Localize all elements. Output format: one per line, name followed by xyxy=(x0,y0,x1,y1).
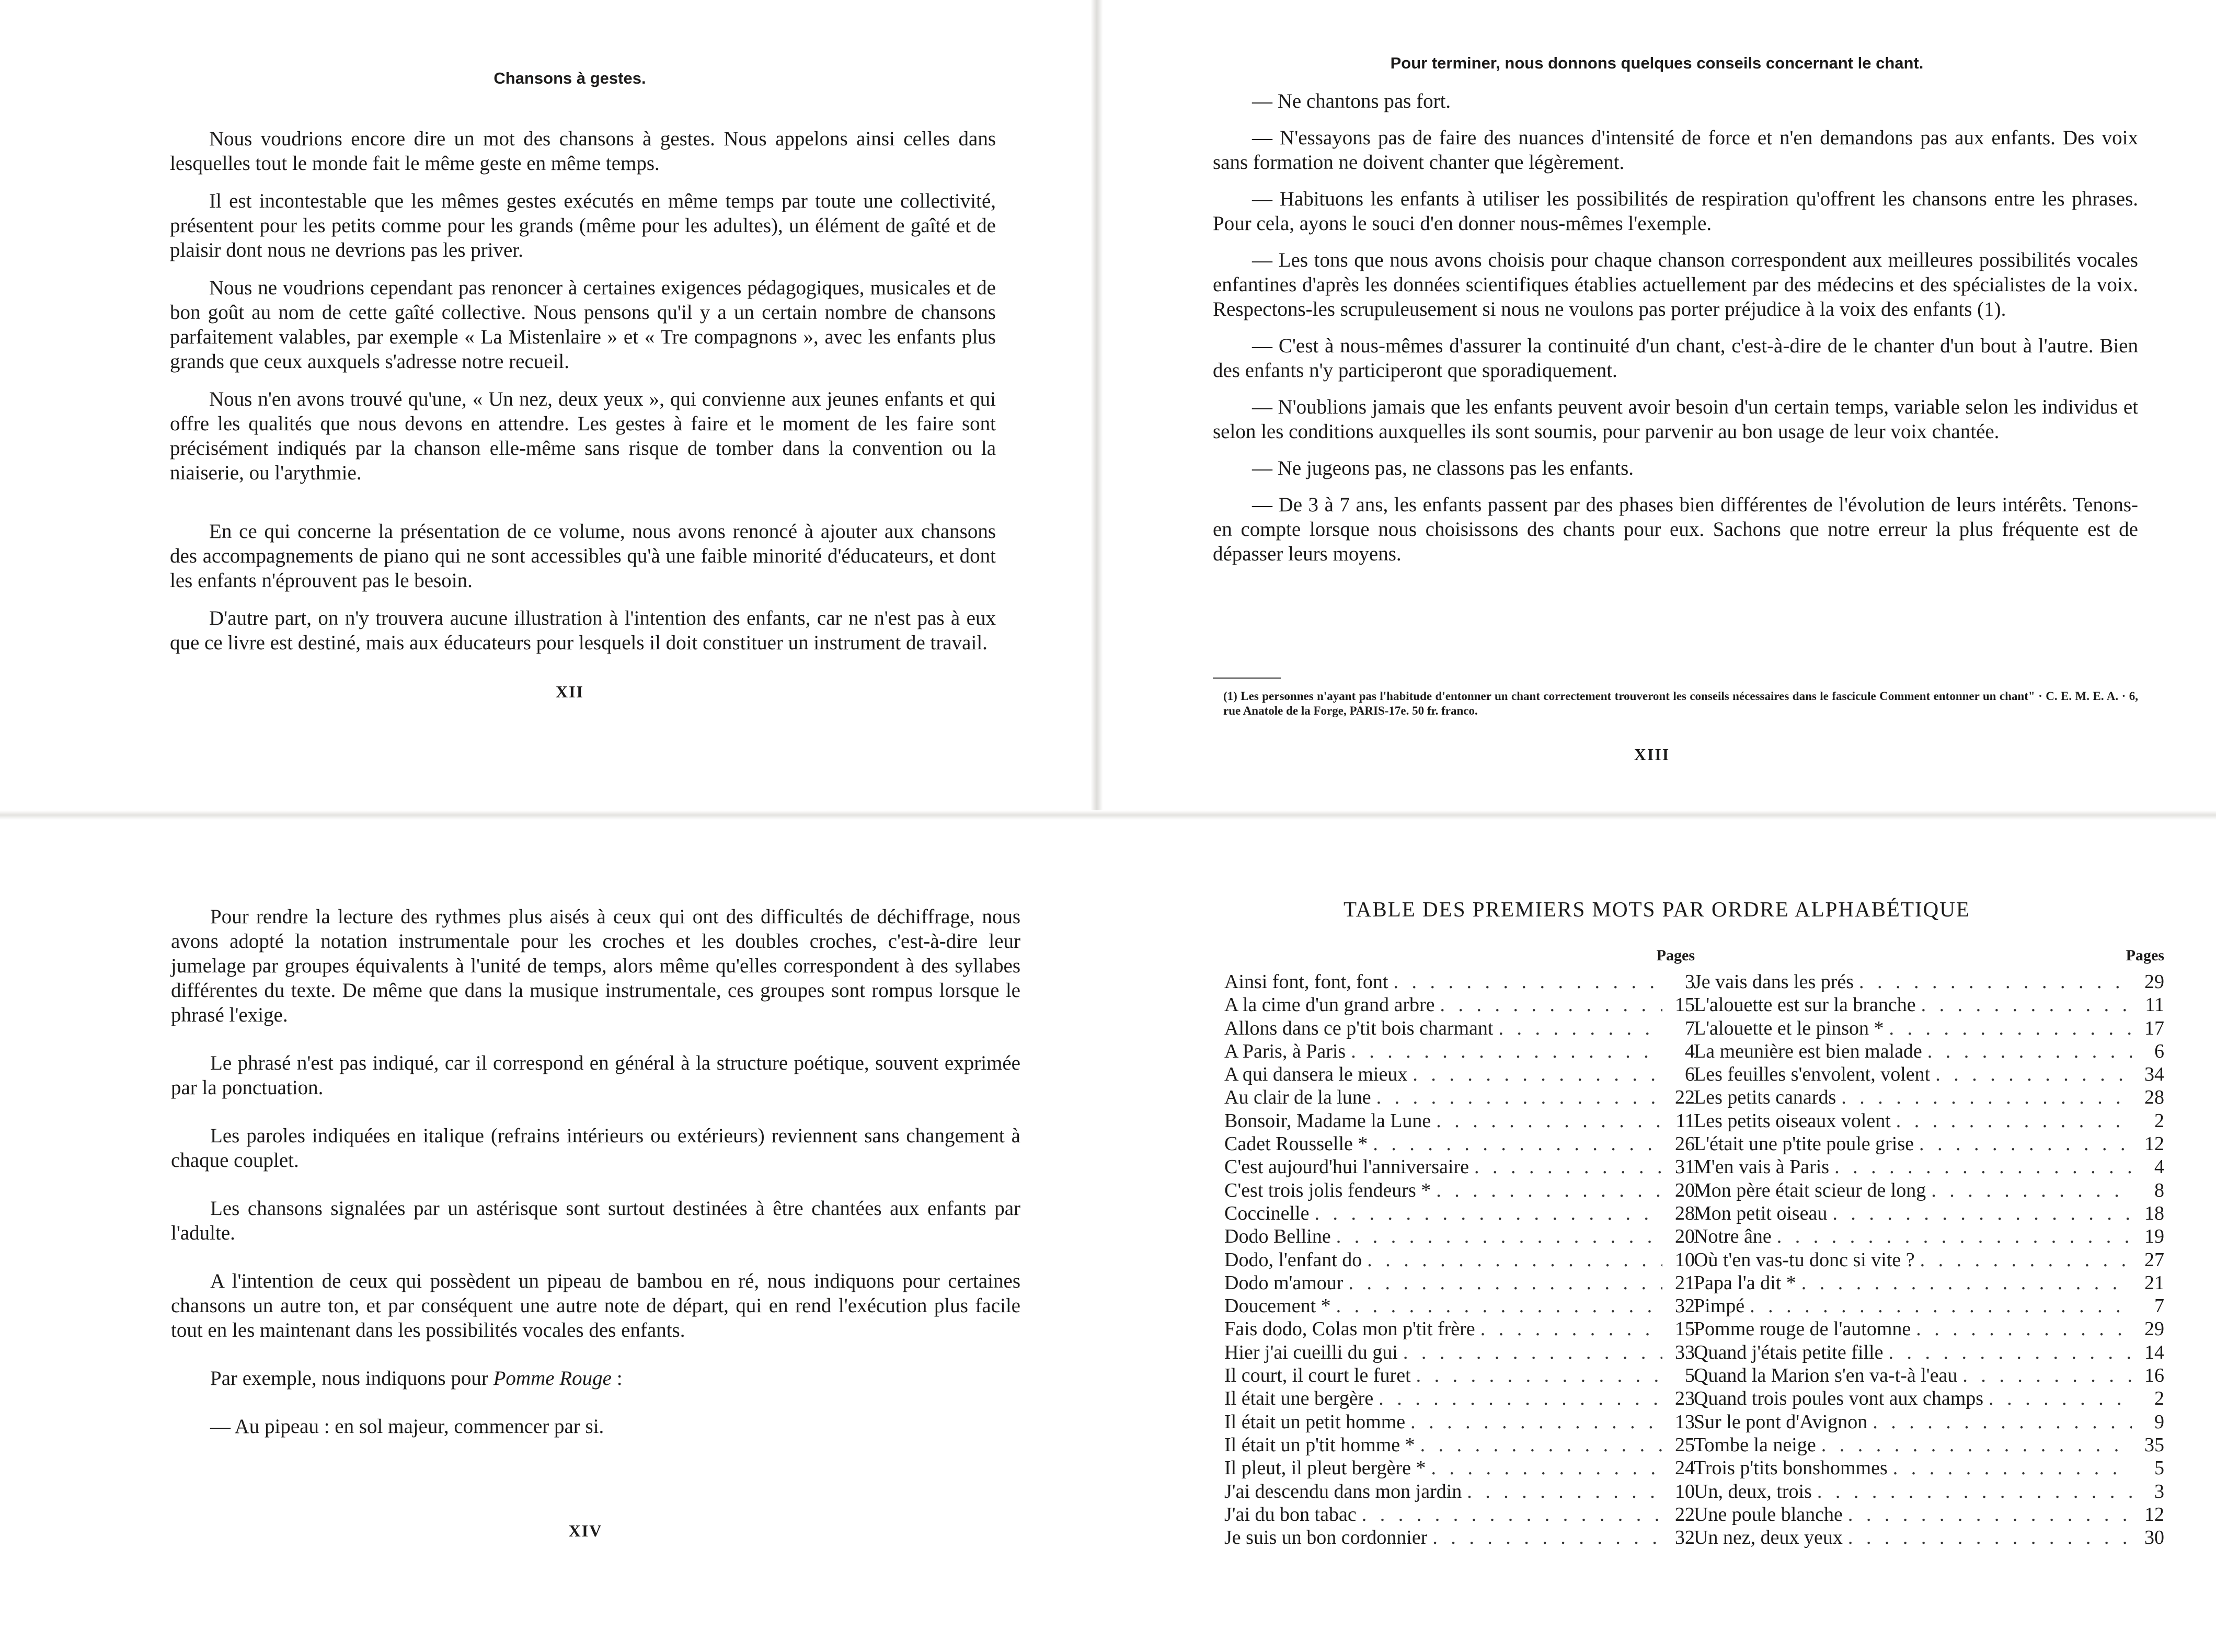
toc-entry xyxy=(1694,1433,2164,1456)
leader-dots xyxy=(1420,1433,1662,1456)
toc-entry-page: 15 xyxy=(1675,1318,1695,1340)
toc-entry-title: Mon petit oiseau xyxy=(1694,1202,1828,1224)
toc-entry-title: Cadet Rousselle * xyxy=(1224,1133,1368,1155)
leader-dots xyxy=(1336,1225,1662,1248)
paragraph: Le phrasé n'est pas indiqué, car il correspond en général à la structure poétique, souvent exprimée par la ponctuation. xyxy=(171,1052,1020,1099)
leader-dots xyxy=(1436,1179,1662,1202)
leader-dots xyxy=(1777,1225,2132,1248)
leader-dots xyxy=(1336,1294,1662,1317)
leader-dots xyxy=(1801,1271,2132,1294)
advice-item: — N'oublions jamais que les enfants peuvent avoir besoin d'un certain temps, variable selon les individus et selon les conditions auxquelles ils sont soumis, pour parvenir au bon usage de leur voix chantée. xyxy=(1213,396,2138,443)
toc-entry-page: 34 xyxy=(2144,1063,2164,1086)
toc-entry-title: Notre âne xyxy=(1694,1225,1772,1248)
toc-entry-page: 7 xyxy=(1685,1017,1695,1039)
toc-entry-title: Au clair de la lune xyxy=(1224,1086,1371,1109)
leader-dots xyxy=(1848,1503,2132,1526)
leader-dots xyxy=(1896,1109,2132,1132)
leader-dots xyxy=(1348,1271,1662,1294)
example-colon: : xyxy=(611,1367,623,1390)
toc-entry-title: Hier j'ai cueilli du gui xyxy=(1224,1341,1398,1363)
toc-entry xyxy=(1694,1503,2164,1526)
toc-entry-title: Les petits oiseaux volent xyxy=(1694,1109,1891,1132)
leader-dots xyxy=(1893,1456,2132,1479)
toc-entry xyxy=(1224,1225,1695,1248)
toc-entry xyxy=(1694,1480,2164,1503)
leader-dots xyxy=(1927,1040,2132,1063)
toc-entry-title: A la cime d'un grand arbre xyxy=(1224,994,1435,1016)
footnote: (1) Les personnes n'ayant pas l'habitude d'entonner un chant correctement trouveront les conseils nécessaires dans le fascicule Comment entonner un chant" · C. E. M. E. A. · 6, rue Anatole de la Forge, PARIS-17e. 50 fr. franco. xyxy=(1223,690,2138,717)
toc-entry-page: 21 xyxy=(2144,1271,2164,1294)
toc-entry xyxy=(1224,1341,1695,1364)
leader-dots xyxy=(1916,1317,2132,1340)
toc-entry xyxy=(1224,1456,1695,1479)
leader-dots xyxy=(1432,1526,1662,1549)
toc-entry-title: La meunière est bien malade xyxy=(1694,1040,1922,1062)
toc-entry xyxy=(1224,1387,1695,1410)
toc-entry-page: 27 xyxy=(2144,1248,2164,1271)
toc-entry xyxy=(1694,1225,2164,1248)
toc-entry-page: 14 xyxy=(2144,1341,2164,1363)
paragraph: Les paroles indiquées en italique (refrains intérieurs ou extérieurs) reviennent sans changement à chaque couplet. xyxy=(171,1125,1020,1172)
advice-item: — Ne chantons pas fort. xyxy=(1252,90,1451,112)
toc-entry xyxy=(1694,1086,2164,1109)
leader-dots xyxy=(1821,1433,2132,1456)
toc-entry-title: L'alouette et le pinson * xyxy=(1694,1017,1884,1039)
leader-dots xyxy=(1873,1410,2132,1433)
leader-dots xyxy=(1832,1202,2132,1225)
leader-dots xyxy=(1962,1364,2132,1387)
toc-entry xyxy=(1694,1017,2164,1040)
toc-entry xyxy=(1694,1456,2164,1479)
leader-dots xyxy=(1480,1317,1662,1340)
toc-entry-title: Coccinelle xyxy=(1224,1202,1310,1224)
toc-entry-page: 2 xyxy=(2154,1387,2164,1410)
toc-entry-title: Papa l'a dit * xyxy=(1694,1271,1796,1294)
toc-entry-page: 20 xyxy=(1675,1225,1695,1248)
page-heading: Chansons à gestes. xyxy=(493,69,646,87)
toc-entry-title: Quand trois poules vont aux champs xyxy=(1694,1387,1984,1410)
toc-entry-page: 28 xyxy=(2144,1086,2164,1109)
toc-entry-title: Une poule blanche xyxy=(1694,1503,1843,1525)
toc-entry xyxy=(1694,1248,2164,1271)
toc-entry xyxy=(1224,993,1695,1016)
advice-item: — Habituons les enfants à utiliser les possibilités de respiration qu'offrent les chansons entre les phrases. Pour cela, ayons le souci d'en donner nous-mêmes l'exemple. xyxy=(1213,188,2138,235)
toc-entry-title: Il était une bergère xyxy=(1224,1387,1374,1410)
toc-entry-page: 25 xyxy=(1675,1433,1695,1456)
leader-dots xyxy=(1416,1364,1662,1387)
toc-entry-page: 29 xyxy=(2144,1318,2164,1340)
toc-entry-page: 22 xyxy=(1675,1086,1695,1109)
toc-entry-title: Je vais dans les prés xyxy=(1694,971,1854,993)
advice-item: — Ne jugeons pas, ne classons pas les enfants. xyxy=(1252,457,1634,479)
page-heading: Pour terminer, nous donnons quelques conseils concernant le chant. xyxy=(1390,54,1924,72)
toc-entry xyxy=(1224,1063,1695,1086)
toc-entry-title: Tombe la neige xyxy=(1694,1433,1816,1456)
toc-entry xyxy=(1224,1480,1695,1503)
toc-entry-title: Il était un p'tit homme * xyxy=(1224,1433,1415,1456)
toc-entry xyxy=(1694,1063,2164,1086)
leader-dots xyxy=(1817,1480,2132,1503)
toc-entry-title: Trois p'tits bonshommes xyxy=(1694,1457,1888,1479)
toc-entry xyxy=(1694,1132,2164,1155)
toc-entry-page: 20 xyxy=(1675,1179,1695,1201)
toc-entry xyxy=(1694,1526,2164,1549)
toc-entry xyxy=(1224,1294,1695,1317)
toc-entry xyxy=(1224,1433,1695,1456)
toc-entry-title: L'était une p'tite poule grise xyxy=(1694,1133,1914,1155)
advice-item: — N'essayons pas de faire des nuances d'intensité de force et n'en demandons pas aux enfants. Des voix sans formation ne doivent chanter que légèrement. xyxy=(1213,127,2138,174)
leader-dots xyxy=(1436,1109,1662,1132)
toc-entry-title: Il pleut, il pleut bergère * xyxy=(1224,1457,1426,1479)
toc-entry-page: 24 xyxy=(1675,1457,1695,1479)
toc-entry-page: 11 xyxy=(1675,1109,1695,1132)
leader-dots xyxy=(1314,1202,1662,1225)
toc-entry-title: Mon père était scieur de long xyxy=(1694,1179,1926,1201)
toc-title: TABLE DES PREMIERS MOTS PAR ORDRE ALPHABÉTIQUE xyxy=(1344,897,1970,921)
toc-entry-title: Pomme rouge de l'automne xyxy=(1694,1318,1911,1340)
leader-dots xyxy=(1413,1063,1662,1086)
pages-label: Pages xyxy=(1656,947,1695,964)
toc-entry-page: 9 xyxy=(2154,1410,2164,1433)
paragraph: Les chansons signalées par un astérisque sont surtout destinées à être chantées aux enfants par l'adulte. xyxy=(171,1197,1020,1244)
example-line: — Au pipeau : en sol majeur, commencer par si. xyxy=(210,1415,604,1438)
toc-entry-page: 16 xyxy=(2144,1364,2164,1387)
toc-entry-title: Les petits canards xyxy=(1694,1086,1836,1109)
toc-entry-title: Un nez, deux yeux xyxy=(1694,1527,1843,1549)
toc-entry-page: 15 xyxy=(1675,994,1695,1016)
toc-entry xyxy=(1224,1410,1695,1433)
toc-entry-title: Pimpé xyxy=(1694,1295,1745,1317)
paragraph: Nous voudrions encore dire un mot des chansons à gestes. Nous appelons ainsi celles dans lesquelles tout le monde fait le même geste en même temps. xyxy=(170,128,996,175)
toc-entry xyxy=(1224,1155,1695,1178)
leader-dots xyxy=(1921,993,2132,1016)
toc-entry-title: Un, deux, trois xyxy=(1694,1480,1812,1502)
toc-entry xyxy=(1224,1364,1695,1387)
toc-entry xyxy=(1694,1202,2164,1225)
leader-dots xyxy=(1920,1248,2132,1271)
toc-entry-page: 7 xyxy=(2154,1295,2164,1317)
leader-dots xyxy=(1474,1155,1662,1178)
toc-entry-page: 28 xyxy=(1675,1202,1695,1224)
toc-entry-title: Où t'en vas-tu donc si vite ? xyxy=(1694,1248,1915,1271)
toc-entry-page: 26 xyxy=(1675,1133,1695,1155)
toc-entry xyxy=(1224,970,1695,993)
toc-entry-page: 6 xyxy=(1685,1063,1695,1086)
toc-entry-page: 10 xyxy=(1675,1480,1695,1502)
toc-entry xyxy=(1224,1179,1695,1202)
toc-entry xyxy=(1224,1017,1695,1040)
leader-dots xyxy=(1351,1040,1662,1063)
toc-entry-page: 32 xyxy=(1675,1527,1695,1549)
body-text xyxy=(1213,89,2138,578)
leader-dots xyxy=(1393,970,1662,993)
toc-entry xyxy=(1694,1179,2164,1202)
toc-entry-page: 35 xyxy=(2144,1433,2164,1456)
toc-entry-title: Les feuilles s'envolent, volent xyxy=(1694,1063,1931,1086)
toc-entry xyxy=(1694,1271,2164,1294)
leader-dots xyxy=(1888,1341,2132,1364)
page-xiii xyxy=(1098,0,2216,816)
leader-dots xyxy=(1367,1248,1662,1271)
leader-dots xyxy=(1859,970,2132,993)
page-table-of-contents xyxy=(1098,816,2216,1652)
leader-dots xyxy=(1919,1132,2132,1155)
leader-dots xyxy=(1440,993,1662,1016)
toc-column-right xyxy=(1694,941,2164,1549)
paragraph: D'autre part, on n'y trouvera aucune illustration à l'intention des enfants, car ne n'est pas à eux que ce livre est destiné, mais aux éducateurs pour lesquels il doit constituer un instrument de travail. xyxy=(170,607,996,654)
toc-entry xyxy=(1224,1503,1695,1526)
page-xiv xyxy=(0,816,1098,1652)
footnote-rule xyxy=(1213,678,1281,679)
toc-entry-title: C'est trois jolis fendeurs * xyxy=(1224,1179,1431,1201)
toc-entry xyxy=(1694,970,2164,993)
toc-entry xyxy=(1224,1132,1695,1155)
leader-dots xyxy=(1498,1017,1662,1040)
toc-entry-title: Dodo Belline xyxy=(1224,1225,1331,1248)
leader-dots xyxy=(1431,1456,1662,1479)
toc-entry-title: M'en vais à Paris xyxy=(1694,1156,1830,1178)
paragraph: Nous ne voudrions cependant pas renoncer à certaines exigences pédagogiques, musicales et de bon goût au nom de cette gaîté collective. Nous pensons qu'il y a un certain nombre de chansons parfaitement valables, par exemple « La Mistenlaire » et « Tre compagnons », avec les enfants plus grands que ceux auxquels s'adresse notre recueil. xyxy=(170,277,996,373)
toc-entry-title: Il court, il court le furet xyxy=(1224,1364,1411,1387)
leader-dots xyxy=(1989,1387,2132,1410)
leader-dots xyxy=(1935,1063,2132,1086)
toc-entry xyxy=(1694,1387,2164,1410)
toc-entry xyxy=(1694,993,2164,1016)
toc-entry-page: 3 xyxy=(2154,1480,2164,1502)
leader-dots xyxy=(1848,1526,2132,1549)
page-number: XIII xyxy=(1634,745,1670,764)
toc-entry-title: J'ai descendu dans mon jardin xyxy=(1224,1480,1462,1502)
leader-dots xyxy=(1373,1132,1662,1155)
toc-entry-title: Ainsi font, font, font xyxy=(1224,971,1388,993)
toc-entry-page: 2 xyxy=(2154,1109,2164,1132)
toc-entry xyxy=(1694,1109,2164,1132)
toc-entry-title: Allons dans ce p'tit bois charmant xyxy=(1224,1017,1494,1039)
toc-entry-page: 32 xyxy=(1675,1295,1695,1317)
toc-entry-title: C'est aujourd'hui l'anniversaire xyxy=(1224,1156,1469,1178)
toc-entry xyxy=(1224,1086,1695,1109)
leader-dots xyxy=(1467,1480,1662,1503)
leader-dots xyxy=(1410,1410,1662,1433)
toc-entry xyxy=(1694,1364,2164,1387)
toc-entry-page: 30 xyxy=(2144,1527,2164,1549)
toc-entry-page: 6 xyxy=(2154,1040,2164,1062)
example-intro: Par exemple, nous indiquons pour xyxy=(210,1367,488,1390)
toc-entry-page: 5 xyxy=(1685,1364,1695,1387)
toc-entry xyxy=(1224,1040,1695,1063)
toc-entry-page: 13 xyxy=(1675,1410,1695,1433)
toc-entry-title: Dodo, l'enfant do xyxy=(1224,1248,1362,1271)
toc-entry-page: 18 xyxy=(2144,1202,2164,1224)
toc-entry-title: Dodo m'amour xyxy=(1224,1271,1344,1294)
toc-entry-title: Quand la Marion s'en va-t-à l'eau xyxy=(1694,1364,1958,1387)
toc-entry-page: 31 xyxy=(1675,1156,1695,1178)
toc-entry-page: 21 xyxy=(1675,1271,1695,1294)
leader-dots xyxy=(1750,1294,2132,1317)
advice-item: — De 3 à 7 ans, les enfants passent par des phases bien différentes de l'évolution de leurs intérêts. Tenons-en compte lorsque nous choisissons des chants pour eux. Sachons que notre erreur la plus fréquente est de dépasser leurs moyens. xyxy=(1213,494,2138,565)
toc-column-left xyxy=(1224,941,1695,1549)
toc-entry-page: 29 xyxy=(2144,971,2164,993)
toc-entry-title: Doucement * xyxy=(1224,1295,1331,1317)
leader-dots xyxy=(1403,1341,1662,1364)
paragraph: Nous n'en avons trouvé qu'une, « Un nez, deux yeux », qui convienne aux jeunes enfants et qui offre les qualités que nous devons en attendre. Les gestes à faire et le moment de les faire sont précisément indiqués par la chanson elle-même sans risque de tomber dans la convention ou la niaiserie, ou l'arythmie. xyxy=(170,388,996,484)
toc-entry-title: Fais dodo, Colas mon p'tit frère xyxy=(1224,1318,1475,1340)
toc-entry xyxy=(1694,1341,2164,1364)
toc-entry-page: 22 xyxy=(1675,1503,1695,1525)
page-gutter xyxy=(1090,0,1103,816)
paragraph: Il est incontestable que les mêmes gestes exécutés en même temps par toute une collectivité, présentent pour les petits comme pour les grands (même pour les adultes), un élément de gaîté et de plaisir dont nous ne devrions pas les priver. xyxy=(170,190,996,261)
leader-dots xyxy=(1841,1086,2132,1109)
page-number: XII xyxy=(555,682,584,701)
page-number: XIV xyxy=(568,1521,603,1540)
leader-dots xyxy=(1362,1503,1662,1526)
toc-entry-title: A Paris, à Paris xyxy=(1224,1040,1346,1062)
toc-entry-page: 4 xyxy=(1685,1040,1695,1062)
toc-entry xyxy=(1224,1109,1695,1132)
paragraph: En ce qui concerne la présentation de ce volume, nous avons renoncé à ajouter aux chansons des accompagnements de piano qui ne sont accessibles qu'à une faible minorité d'éducateurs, et dont les enfants n'éprouvent pas le besoin. xyxy=(170,520,996,592)
toc-entry-page: 4 xyxy=(2154,1156,2164,1178)
toc-entry-title: Je suis un bon cordonnier xyxy=(1224,1527,1428,1549)
paragraph: A l'intention de ceux qui possèdent un pipeau de bambou en ré, nous indiquons pour certaines chansons un autre ton, et par conséquent une autre note de départ, qui en rend l'exécution plus facile tout en les maintenant dans les possibilités vocales des enfants. xyxy=(171,1270,1020,1341)
body-text xyxy=(171,904,1020,1462)
toc-entry-page: 23 xyxy=(1675,1387,1695,1410)
toc-entry-page: 5 xyxy=(2154,1457,2164,1479)
toc-entry-page: 19 xyxy=(2144,1225,2164,1248)
toc-entry-title: Bonsoir, Madame la Lune xyxy=(1224,1109,1431,1132)
toc-entry-page: 11 xyxy=(2145,994,2164,1016)
pages-label: Pages xyxy=(2126,947,2164,964)
toc-entry-page: 33 xyxy=(1675,1341,1695,1363)
leader-dots xyxy=(1834,1155,2132,1178)
leader-dots xyxy=(1931,1179,2132,1202)
toc-entry-title: Quand j'étais petite fille xyxy=(1694,1341,1884,1363)
toc-entry-page: 10 xyxy=(1675,1248,1695,1271)
toc-entry-title: J'ai du bon tabac xyxy=(1224,1503,1357,1525)
toc-entry-page: 12 xyxy=(2144,1133,2164,1155)
leader-dots xyxy=(1379,1387,1662,1410)
toc-entry xyxy=(1224,1526,1695,1549)
toc-entry xyxy=(1694,1155,2164,1178)
toc-entry-page: 3 xyxy=(1685,971,1695,993)
toc-entry xyxy=(1694,1410,2164,1433)
example-title: Pomme Rouge xyxy=(493,1367,612,1390)
leader-dots xyxy=(1889,1017,2132,1040)
toc-entry-page: 8 xyxy=(2154,1179,2164,1201)
toc-entry xyxy=(1224,1271,1695,1294)
toc-entry-title: A qui dansera le mieux xyxy=(1224,1063,1408,1086)
toc-entry xyxy=(1694,1294,2164,1317)
example-paragraph xyxy=(171,1366,1020,1391)
paragraph: Pour rendre la lecture des rythmes plus aisés à ceux qui ont des difficultés de déchiffrage, nous avons adopté la notation instrumentale pour les croches et les doubles croches, c'est-à-dire leur jumelage par groupes équivalents à l'unité de temps, alors même qu'elles correspondent à des syllabes différentes du texte. De même que dans la musique instrumentale, ces groupes sont rompus lorsque le phrasé l'exige. xyxy=(171,905,1020,1026)
advice-item: — C'est à nous-mêmes d'assurer la continuité d'un chant, c'est-à-dire de le chanter d'un bout à l'autre. Bien des enfants n'y participeront que sporadiquement. xyxy=(1213,335,2138,382)
toc-entry xyxy=(1224,1317,1695,1340)
toc-entry xyxy=(1694,1317,2164,1340)
page-xii xyxy=(0,0,1098,816)
toc-entry-title: Sur le pont d'Avignon xyxy=(1694,1410,1868,1433)
toc-entry xyxy=(1224,1248,1695,1271)
page-gutter xyxy=(0,810,2216,820)
advice-item: — Les tons que nous avons choisis pour chaque chanson correspondent aux meilleures possibilités vocales enfantines d'après les données scientifiques établies actuellement par des médecins et des spécialistes de la voix. Respectons-les scrupuleusement si nous ne voulons pas porter préjudice à la voix des enfants (1). xyxy=(1213,249,2138,320)
toc-entry-page: 17 xyxy=(2144,1017,2164,1039)
leader-dots xyxy=(1376,1086,1662,1109)
toc-entry xyxy=(1694,1040,2164,1063)
toc-entry-title: L'alouette est sur la branche xyxy=(1694,994,1916,1016)
body-text xyxy=(170,127,996,668)
toc-entry-page: 12 xyxy=(2144,1503,2164,1525)
toc-entry xyxy=(1224,1202,1695,1225)
toc-entry-title: Il était un petit homme xyxy=(1224,1410,1406,1433)
